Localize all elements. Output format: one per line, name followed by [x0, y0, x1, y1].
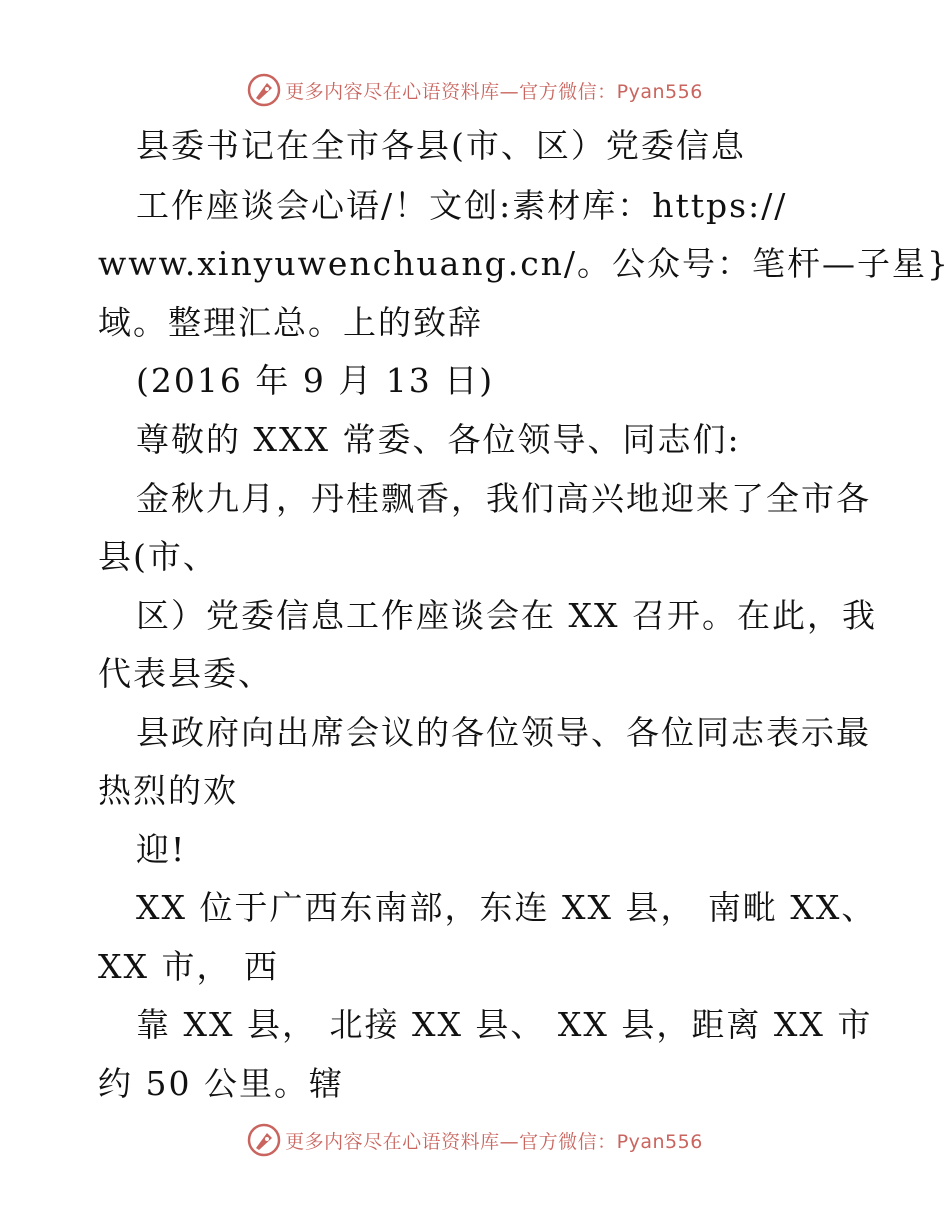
- text-line: 靠 XX 县， 北接 XX 县、 XX 县，距离 XX 市: [136, 1005, 873, 1044]
- text-line: 热烈的欢: [98, 771, 238, 810]
- text-line: 约 50 公里。辖: [98, 1064, 344, 1103]
- pen-nib-logo-icon: [247, 73, 281, 107]
- watermark-header: [0, 70, 950, 110]
- watermark-text: 更多内容尽在心语资料库—官方微信：Pyan556: [285, 1130, 703, 1153]
- text-line: XX 位于广西东南部，东连 XX 县， 南毗 XX、: [136, 888, 877, 927]
- text-line: 工作座谈会心语/！文创:素材库：https://: [136, 186, 788, 225]
- pen-nib-logo-icon: [247, 1123, 281, 1157]
- text-line: 迎!: [136, 830, 187, 869]
- text-line: 尊敬的 XXX 常委、各位领导、同志们:: [136, 420, 741, 459]
- text-line: 县政府向出席会议的各位领导、各位同志表示最: [136, 713, 871, 752]
- text-line: 域。整理汇总。上的致辞: [98, 303, 483, 342]
- watermark-text: 更多内容尽在心语资料库—官方微信：Pyan556: [285, 80, 703, 103]
- text-line: XX 市， 西: [98, 947, 279, 986]
- text-line: 金秋九月，丹桂飘香，我们高兴地迎来了全市各: [136, 479, 871, 518]
- text-line: 区）党委信息工作座谈会在 XX 召开。在此，我: [136, 596, 877, 635]
- text-line: 代表县委、: [98, 654, 273, 693]
- text-line: 县委书记在全市各县(市、区）党委信息: [136, 126, 746, 165]
- watermark-footer: [0, 1120, 950, 1160]
- text-line: 县(市、: [98, 537, 218, 576]
- text-line: www.xinyuwenchuang.cn/。公众号：笔杆—子星}: [98, 244, 950, 283]
- text-line: (2016 年 9 月 13 日): [136, 361, 495, 400]
